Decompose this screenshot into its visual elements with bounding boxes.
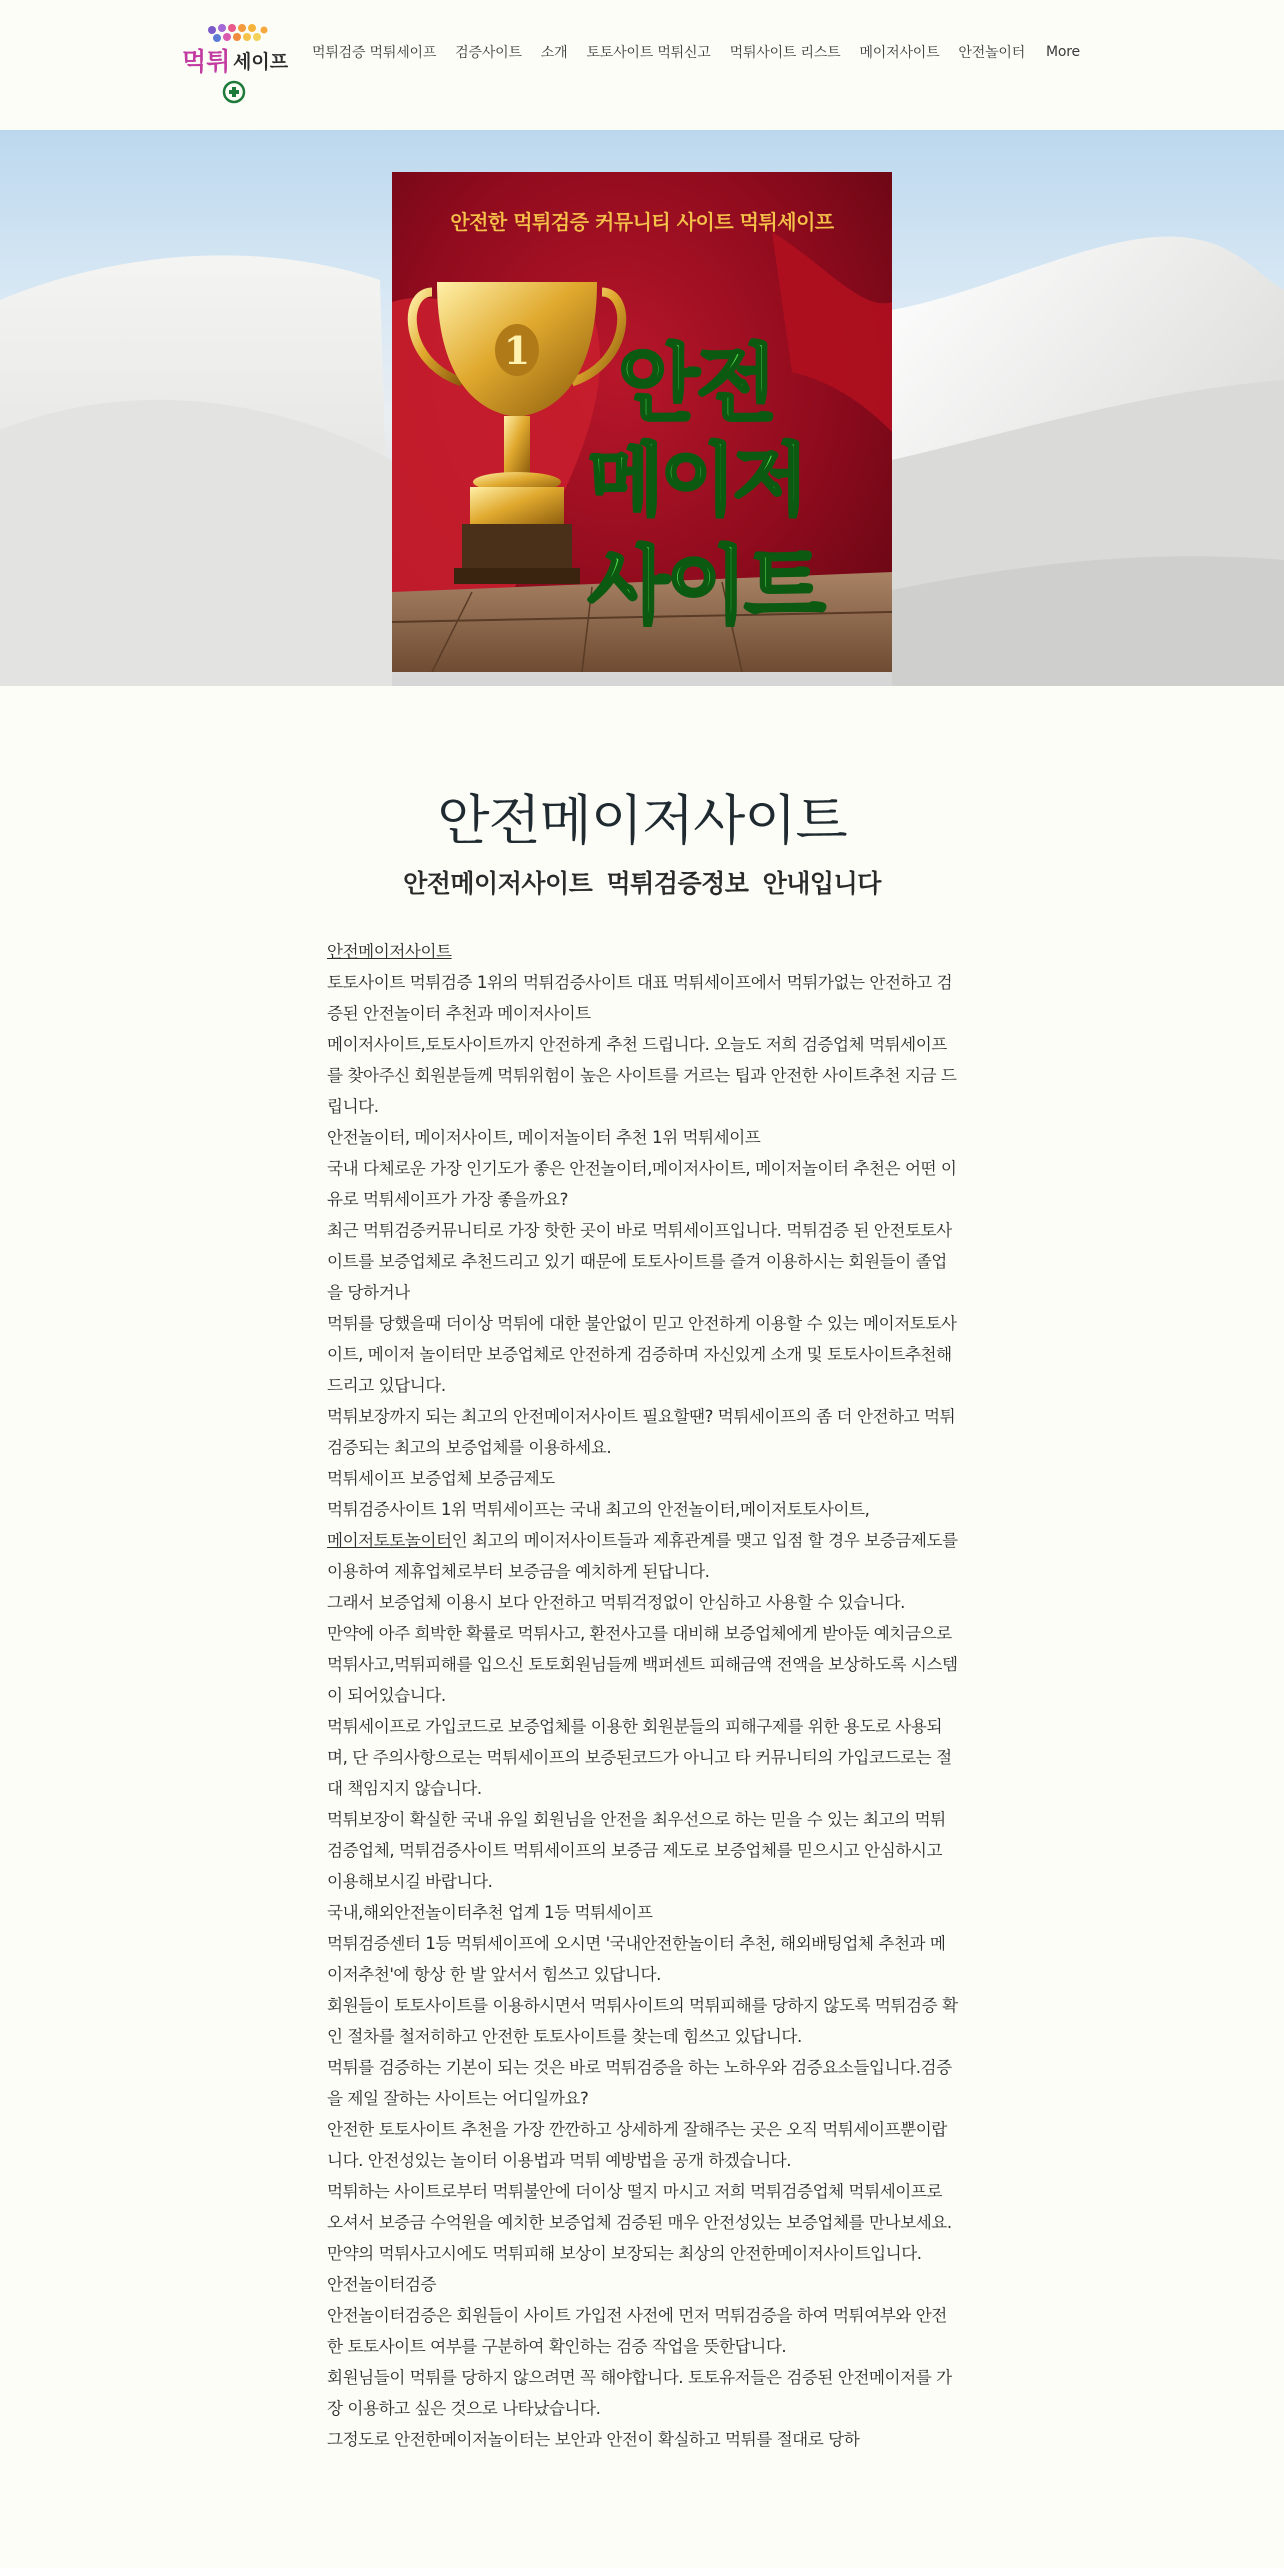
nav-item-about[interactable]: 소개	[540, 45, 568, 61]
poster-line-3: 사이트	[588, 537, 823, 635]
site-header	[0, 0, 1284, 130]
article-link-major-site[interactable]: 안전메이저사이트	[327, 942, 452, 961]
article-paragraph: 토토사이트 먹튀검증 1위의 먹튀검증사이트 대표 먹튀세이프에서 먹튀가없는 안전하고 검증된 안전놀이터 추천과 메이저사이트	[327, 973, 953, 1023]
article-paragraph: 먹튀보장까지 되는 최고의 안전메이저사이트 필요할땐? 먹튀세이프의 좀 더 안전하고 먹튀검증되는 최고의 보증업체를 이용하세요.	[327, 1407, 956, 1457]
article-paragraph: 먹튀를 검증하는 기본이 되는 것은 바로 먹튀검증을 하는 노하우와 검증요소들입니다.검증을 제일 잘하는 사이트는 어디일까요?	[327, 2058, 952, 2108]
trophy-number: 1	[503, 328, 531, 373]
article-paragraph: 국내 다체로운 가장 인기도가 좋은 안전놀이터,메이저사이트, 메이저놀이터 추천은 어떤 이유로 먹튀세이프가 가장 좋을까요?	[327, 1159, 957, 1209]
article-text: 먹튀검증사이트 1위 먹튀세이프는 국내 최고의 안전놀이터,메이저토토사이트,	[327, 1500, 870, 1519]
article-paragraph: 만약에 아주 희박한 확률로 먹튀사고, 환전사고를 대비해 보증업체에게 받아둔 예치금으로 먹튀사고,먹튀피해를 입으신 토토회원님들께 백퍼센트 피해금액 전액을 보상하도록 시스템이 되어있습니다.	[327, 1624, 958, 1705]
article-paragraph: 회원님들이 먹튀를 당하지 않으려면 꼭 해야합니다. 토토유저들은 검증된 안전메이저를 가장 이용하고 싶은 것으로 나타났습니다.	[327, 2368, 952, 2418]
nav-item-report[interactable]: 토토사이트 먹튀신고	[586, 45, 711, 61]
logo-text-bottom: 세이프	[233, 51, 289, 73]
page-subtitle: 안전메이저사이트 먹튀검증정보 안내입니다	[403, 869, 881, 898]
article-paragraph: 만약의 먹튀사고시에도 먹튀피해 보상이 보장되는 최상의 안전한메이저사이트입니다.	[327, 2244, 922, 2263]
article-paragraph: 먹튀를 당했을때 더이상 먹튀에 대한 불안없이 믿고 안전하게 이용할 수 있는 메이저토토사이트, 메이저 놀이터만 보증업체로 안전하게 검증하며 자신있게 소개 및 토토사이트추천해드리고 있답니다.	[327, 1314, 957, 1395]
article-paragraph: 그래서 보증업체 이용시 보다 안전하고 먹튀걱정없이 안심하고 사용할 수 있습니다.	[327, 1593, 905, 1612]
article-paragraph	[327, 1494, 959, 1587]
article-paragraph: 먹튀보장이 확실한 국내 유일 회원님을 안전을 최우선으로 하는 믿을 수 있는 최고의 먹튀검증업체, 먹튀검증사이트 먹튀세이프의 보증금 제도로 보증업체를 믿으시고 안심하시고 이용해보시길 바랍니다.	[327, 1810, 946, 1891]
article-paragraph: 최근 먹튀검증커뮤니티로 가장 핫한 곳이 바로 먹튀세이프입니다. 먹튀검증 된 안전토토사이트를 보증업체로 추천드리고 있기 때문에 토토사이트를 즐겨 이용하시는 회원들이 졸업을 당하거나	[327, 1221, 952, 1302]
page-title: 안전메이저사이트	[437, 789, 847, 852]
article-paragraph: 먹튀세이프로 가입코드로 보증업체를 이용한 회원분들의 피해구제를 위한 용도로 사용되며, 단 주의사항으로는 먹튀세이프의 보증된코드가 아니고 타 커뮤니티의 가입코드로는 절대 책임지지 않습니다.	[327, 1717, 952, 1798]
article-paragraph: 회원들이 토토사이트를 이용하시면서 먹튀사이트의 먹튀피해를 당하지 않도록 먹튀검증 확인 절차를 철저히하고 안전한 토토사이트를 찾는데 힘쓰고 있답니다.	[327, 1996, 958, 2046]
article-heading: 국내,해외안전놀이터추천 업계 1등 먹튀세이프	[327, 1903, 653, 1922]
article-paragraph: 먹튀검증센터 1등 먹튀세이프에 오시면 '국내안전한놀이터 추천, 해외배팅업체 추천과 메이저추천'에 항상 한 발 앞서서 힘쓰고 있답니다.	[327, 1934, 946, 1984]
article-paragraph: 그정도로 안전한메이저놀이터는 보안과 안전이 확실하고 먹튀를 절대로 당하	[327, 2430, 860, 2449]
article-heading: 먹튀세이프 보증업체 보증금제도	[327, 1469, 555, 1488]
nav-item-verified-sites[interactable]: 검증사이트	[455, 45, 522, 61]
article-heading: 안전놀이터검증	[327, 2275, 437, 2294]
site-logo[interactable]	[178, 18, 306, 106]
article-paragraph: 안전놀이터검증은 회원들이 사이트 가입전 사전에 먼저 먹튀검증을 하여 먹튀여부와 안전한 토토사이트 여부를 구분하여 확인하는 검증 작업을 뜻한답니다.	[327, 2306, 947, 2356]
nav-item-more[interactable]: More	[1046, 44, 1080, 60]
article-link-major-toto[interactable]: 메이저토토놀이터	[327, 1531, 452, 1550]
poster-line-2: 메이저	[588, 436, 806, 526]
promo-poster	[392, 172, 892, 672]
main-nav	[312, 38, 1080, 66]
nav-item-scam-list[interactable]: 먹튀사이트 리스트	[729, 45, 841, 61]
nav-item-major-sites[interactable]: 메이저사이트	[859, 45, 940, 61]
poster-top-text: 안전한 먹튀검증 커뮤니티 사이트 먹튀세이프	[450, 210, 834, 234]
article-paragraph: 먹튀하는 사이트로부터 먹튀불안에 더이상 떨지 마시고 저희 먹튀검증업체 먹튀세이프로 오셔서 보증금 수억원을 예치한 보증업체 검증된 매우 안전성있는 보증업체를 만나보세요.	[327, 2182, 952, 2232]
article-body	[327, 936, 959, 2455]
poster-line-1: 안전	[618, 335, 775, 433]
article-text: 인 최고의 메이저사이트들과 제휴관계를 맺고 입점 할 경우 보증금제도를 이용하여 제휴업체로부터 보증금을 예치하게 된답니다.	[327, 1531, 958, 1581]
article-paragraph: 안전한 토토사이트 추천을 가장 깐깐하고 상세하게 잘해주는 곳은 오직 먹튀세이프뿐이랍니다. 안전성있는 놀이터 이용법과 먹튀 예방법을 공개 하겠습니다.	[327, 2120, 947, 2170]
nav-item-mtsafe[interactable]: 먹튀검증 먹튀세이프	[312, 45, 437, 61]
article-heading: 안전놀이터, 메이저사이트, 메이저놀이터 추천 1위 먹튀세이프	[327, 1128, 761, 1147]
logo-text-top: 먹튀	[182, 47, 231, 76]
article-paragraph: 메이저사이트,토토사이트까지 안전하게 추천 드립니다. 오늘도 저희 검증업체 먹튀세이프를 찾아주신 회원분들께 먹튀위험이 높은 사이트를 거르는 팁과 안전한 사이트추천 지금 드립니다.	[327, 1035, 957, 1116]
nav-item-safe-playground[interactable]: 안전놀이터	[958, 45, 1026, 61]
